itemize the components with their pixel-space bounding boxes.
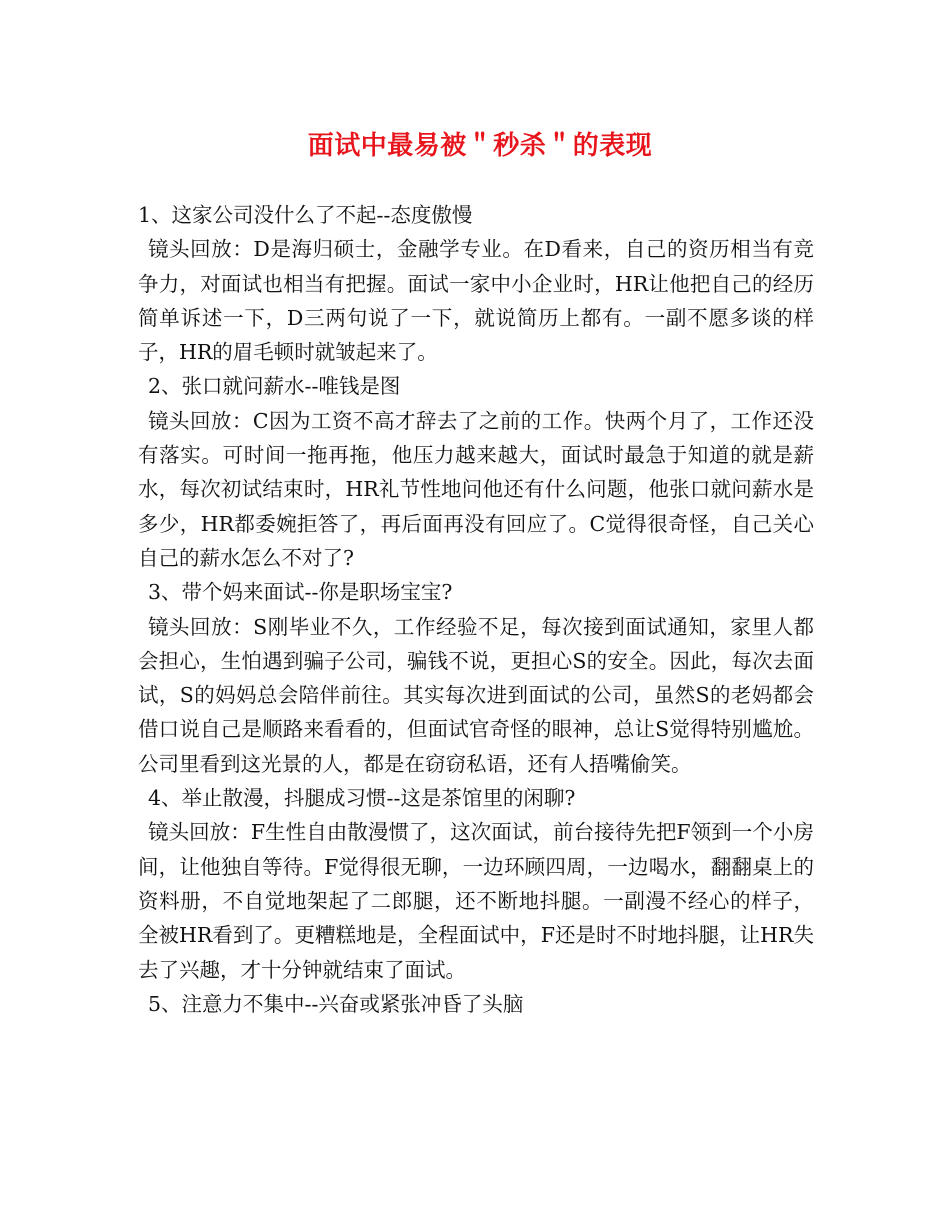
heading-5: 5、注意力不集中--兴奋或紧张冲昏了头脑 bbox=[148, 991, 524, 1016]
heading-1: 1、这家公司没什么了不起--态度傲慢 bbox=[138, 203, 473, 227]
paragraph-4: 镜头回放：F生性自由散漫惯了，这次面试，前台接待先把F领到一个小房间，让他独自等待。F觉得很无聊，一边环顾四周，一边喝水，翻翻桌上的资料册，不自觉地架起了二郎腿，还不断地抖腿。一副漫不经心的样子，全被HR看到了。更糟糕地是，全程面试中，F还是时不时地抖腿，让HR失去了兴趣，才十分钟就结束了面试。 bbox=[138, 820, 814, 982]
document-title: 面试中最易被＂秒杀＂的表现 bbox=[307, 131, 653, 161]
document-body bbox=[138, 198, 814, 1021]
paragraph-2: 镜头回放：C因为工资不高才辞去了之前的工作。快两个月了，工作还没有落实。可时间一拖再拖，他压力越来越大，面试时最急于知道的就是薪水，每次初试结束时，HR礼节性地问他还有什么问题，他张口就问薪水是多少，HR都委婉拒答了，再后面再没有回应了。C觉得很奇怪，自己关心自己的薪水怎么不对了? bbox=[138, 408, 814, 570]
paragraph-3: 镜头回放：S刚毕业不久，工作经验不足，每次接到面试通知，家里人都会担心，生怕遇到骗子公司，骗钱不说，更担心S的安全。因此，每次去面试，S的妈妈总会陪伴前往。其实每次进到面试的公司，虽然S的老妈都会借口说自己是顺路来看看的，但面试官奇怪的眼神，总让S觉得特别尴尬。公司里看到这光景的人，都是在窃窃私语，还有人捂嘴偷笑。 bbox=[138, 614, 814, 776]
paragraph-1: 镜头回放：D是海归硕士，金融学专业。在D看来，自己的资历相当有竞争力，对面试也相当有把握。面试一家中小企业时，HR让他把自己的经历简单诉述一下，D三两句说了一下，就说简历上都有。一副不愿多谈的样子，HR的眉毛顿时就皱起来了。 bbox=[138, 237, 814, 365]
heading-2: 2、张口就问薪水--唯钱是图 bbox=[148, 374, 401, 399]
heading-3: 3、带个妈来面试--你是职场宝宝? bbox=[148, 580, 453, 605]
document-page bbox=[138, 128, 814, 1021]
heading-4: 4、举止散漫，抖腿成习惯--这是茶馆里的闲聊? bbox=[148, 786, 576, 811]
